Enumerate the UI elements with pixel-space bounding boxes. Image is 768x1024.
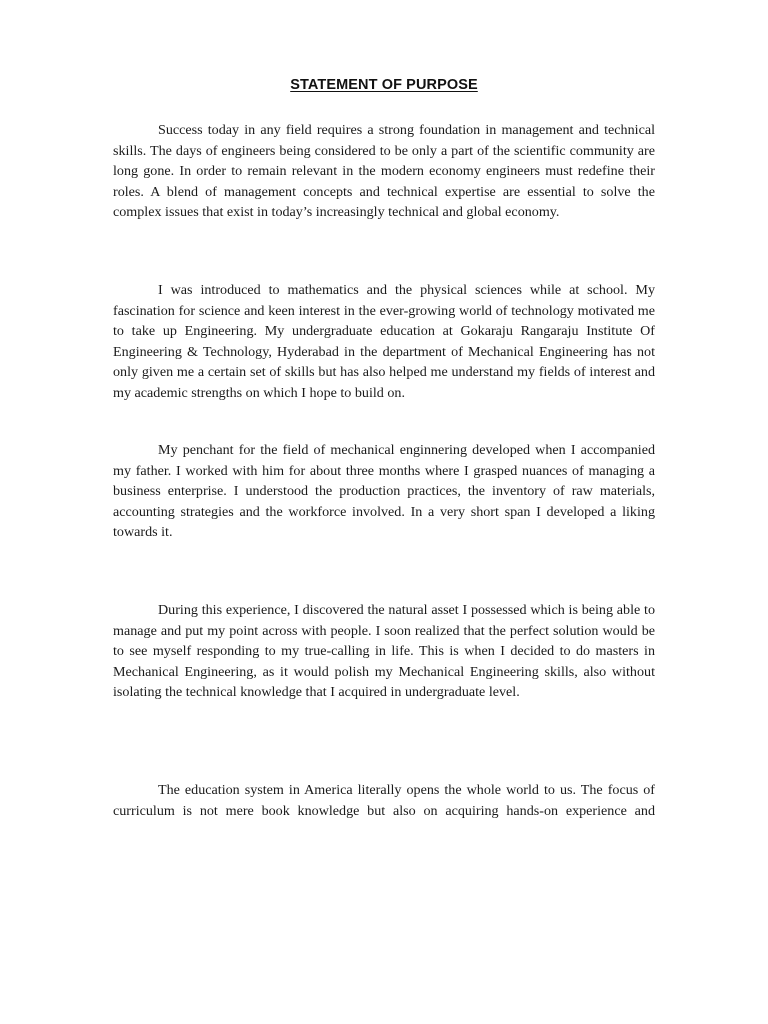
- paragraph-introduction: Success today in any field requires a strong foundation in management and technical skills. The days of engineers being considered to be only a part of the scientific community are long gone. In order to remain relevant in the modern economy engineers must redefine their roles. A blend of management concepts and technical expertise are essential to solve the complex issues that exist in today’s increasingly technical and global economy.: [113, 122, 655, 220]
- paragraph-education: I was introduced to mathematics and the physical sciences while at school. My fascination for science and keen interest in the ever-growing world of technology motivated me to take up Engineering. My undergraduate education at Gokaraju Rangaraju Institute Of Engineering & Technology, Hyderabad in the department of Mechanical Engineering has not only given me a certain set of skills but has also helped me understand my fields of interest and my academic strengths on which I hope to build on.: [113, 282, 655, 401]
- paragraph-experience: During this experience, I discovered the natural asset I possessed which is being able to manage and put my point across with people. I soon realized that the perfect solution would be to see myself responding to my true-calling in life. This is when I decided to do masters in Mechanical Engineering, as it would polish my Mechanical Engineering skills, also without isolating the technical knowledge that I acquired in undergraduate level.: [113, 602, 655, 700]
- document-title: STATEMENT OF PURPOSE: [290, 77, 478, 93]
- paragraph-penchant: My penchant for the field of mechanical enginnering developed when I accompanied my father. I worked with him for about three months where I grasped nuances of managing a business enterprise. I understood the production practices, the inventory of raw materials, accounting strategies and the workforce involved. In a very short span I developed a liking towards it.: [113, 442, 655, 540]
- paragraph-education-system: The education system in America literally opens the whole world to us. The focus of curriculum is not mere book knowledge but also on acquiring hands-on experience and: [113, 782, 655, 819]
